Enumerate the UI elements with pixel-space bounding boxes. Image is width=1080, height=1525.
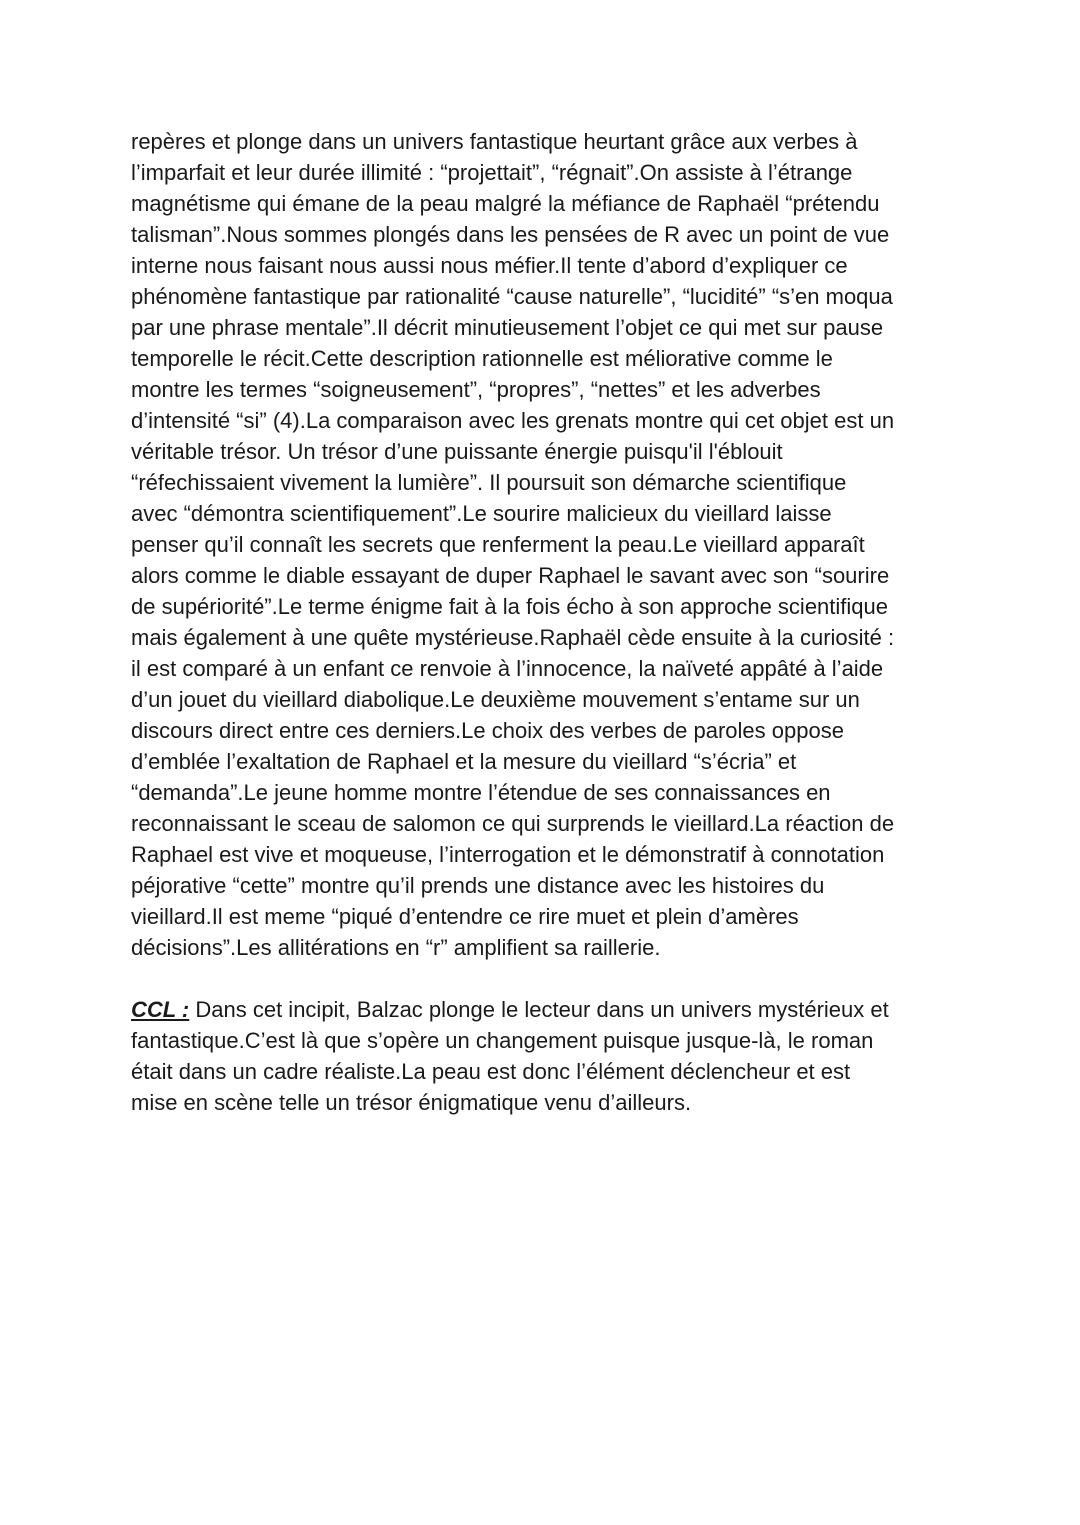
text-line: mais également à une quête mystérieuse.Raphaël cède ensuite à la curiosité :	[131, 625, 895, 650]
body-paragraph	[131, 126, 961, 963]
text-line: l’imparfait et leur durée illimité : “projettait”, “régnait”.On assiste à l’étrange	[131, 160, 853, 185]
text-line: montre les termes “soigneusement”, “propres”, “nettes” et les adverbes	[131, 377, 821, 402]
text-line: repères et plonge dans un univers fantastique heurtant grâce aux verbes à	[131, 129, 858, 154]
text-line: il est comparé à un enfant ce renvoie à l’innocence, la naïveté appâté à l’aide	[131, 656, 884, 681]
conclusion-paragraph	[131, 994, 961, 1118]
conclusion-text: Dans cet incipit, Balzac plonge le lecteur dans un univers mystérieux et	[189, 997, 889, 1022]
text-line: véritable trésor. Un trésor d’une puissante énergie puisqu'il l'éblouit	[131, 439, 783, 464]
text-line: interne nous faisant nous aussi nous méfier.Il tente d’abord d’expliquer ce	[131, 253, 848, 278]
text-line: d’emblée l’exaltation de Raphael et la mesure du vieillard “s’écria” et	[131, 749, 797, 774]
text-line: par une phrase mentale”.Il décrit minutieusement l’objet ce qui met sur pause	[131, 315, 884, 340]
text-line: “réfechissaient vivement la lumière”. Il poursuit son démarche scientifique	[131, 470, 847, 495]
text-line: vieillard.Il est meme “piqué d’entendre ce rire muet et plein d’amères	[131, 904, 799, 929]
text-line: décisions”.Les allitérations en “r” amplifient sa raillerie.	[131, 935, 661, 960]
text-line: discours direct entre ces derniers.Le choix des verbes de paroles oppose	[131, 718, 844, 743]
text-line: avec “démontra scientifiquement”.Le sourire malicieux du vieillard laisse	[131, 501, 832, 526]
text-line: alors comme le diable essayant de duper Raphael le savant avec son “sourire	[131, 563, 890, 588]
text-line: était dans un cadre réaliste.La peau est donc l’élément déclencheur et est	[131, 1059, 851, 1084]
text-line: talisman”.Nous sommes plongés dans les pensées de R avec un point de vue	[131, 222, 890, 247]
text-line: Raphael est vive et moqueuse, l’interrogation et le démonstratif à connotation	[131, 842, 885, 867]
text-line: penser qu’il connaît les secrets que renferment la peau.Le vieillard apparaît	[131, 532, 865, 557]
paragraph-gap	[131, 963, 961, 994]
text-line: reconnaissant le sceau de salomon ce qui surprends le vieillard.La réaction de	[131, 811, 895, 836]
text-line: “demanda”.Le jeune homme montre l’étendue de ses connaissances en	[131, 780, 831, 805]
text-line: phénomène fantastique par rationalité “cause naturelle”, “lucidité” “s’en moqua	[131, 284, 893, 309]
text-line: d’un jouet du vieillard diabolique.Le deuxième mouvement s’entame sur un	[131, 687, 860, 712]
text-line: temporelle le récit.Cette description rationnelle est méliorative comme le	[131, 346, 833, 371]
text-line: de supériorité”.Le terme énigme fait à la fois écho à son approche scientifique	[131, 594, 888, 619]
conclusion-first-line	[131, 994, 961, 1025]
text-line: d’intensité “si” (4).La comparaison avec les grenats montre qui cet objet est un	[131, 408, 895, 433]
text-line: péjorative “cette” montre qu’il prends une distance avec les histoires du	[131, 873, 825, 898]
conclusion-label: CCL :	[131, 997, 190, 1022]
text-line: mise en scène telle un trésor énigmatique venu d’ailleurs.	[131, 1090, 692, 1115]
text-line: magnétisme qui émane de la peau malgré la méfiance de Raphaël “prétendu	[131, 191, 880, 216]
text-line: fantastique.C’est là que s’opère un changement puisque jusque-là, le roman	[131, 1028, 874, 1053]
document-page	[131, 126, 961, 1118]
